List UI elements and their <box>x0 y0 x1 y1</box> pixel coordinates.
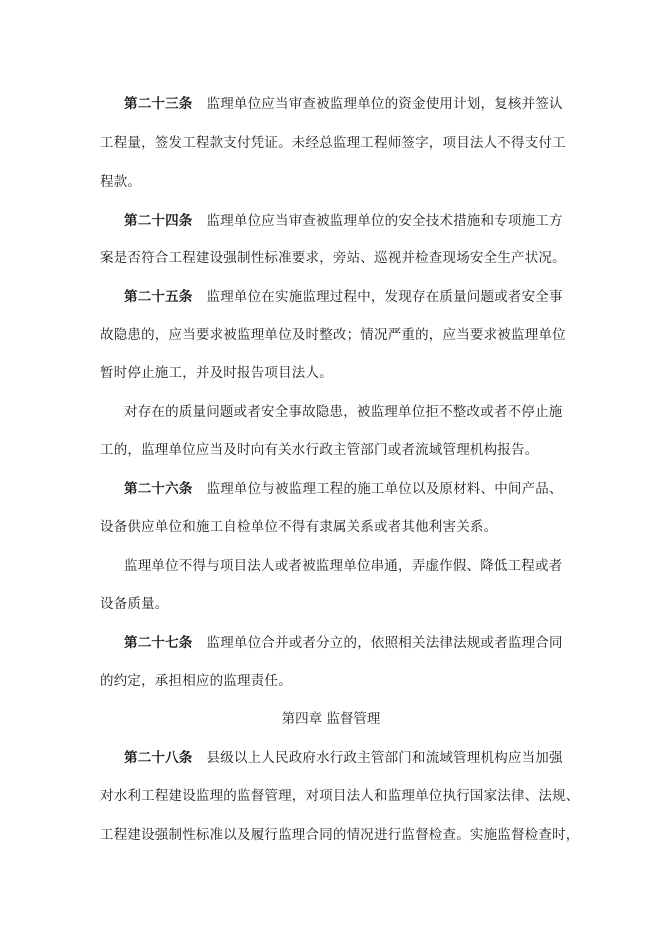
article-23-line-2: 工程量，签发工程款支付凭证。未经总监理工程师签字，项目法人不得支付工 <box>100 135 566 151</box>
article-number: 第二十四条 <box>124 213 193 229</box>
article-24-line-2: 案是否符合工程建设强制性标准要求，旁站、巡视并检查现场安全生产状况。 <box>100 250 566 266</box>
article-23-line-3: 程款。 <box>100 174 142 190</box>
article-23-line-1: 第二十三条 监理单位应当审查被监理单位的资金使用计划，复核并签认 <box>124 96 563 112</box>
article-number: 第二十六条 <box>124 481 193 497</box>
article-26-para2-line-2: 设备质量。 <box>100 596 169 612</box>
article-number: 第二十三条 <box>124 96 193 112</box>
article-25-line-3: 暂时停止施工，并及时报告项目法人。 <box>100 365 333 381</box>
article-27-line-1: 第二十七条 监理单位合并或者分立的，依照相关法律法规或者监理合同 <box>124 635 563 651</box>
article-26-line-1: 第二十六条 监理单位与被监理工程的施工单位以及原材料、中间产品、 <box>124 481 563 497</box>
article-28-line-1: 第二十八条 县级以上人民政府水行政主管部门和流域管理机构应当加强 <box>124 750 563 766</box>
article-25-para2-line-1: 对存在的质量问题或者安全事故隐患，被监理单位拒不整改或者不停止施 <box>124 404 563 420</box>
article-24-line-1: 第二十四条 监理单位应当审查被监理单位的安全技术措施和专项施工方 <box>124 213 563 229</box>
article-27-line-2: 的约定，承担相应的监理责任。 <box>100 673 292 689</box>
article-number: 第二十五条 <box>124 289 193 305</box>
article-number: 第二十七条 <box>124 635 193 651</box>
article-26-para2-line-1: 监理单位不得与项目法人或者被监理单位串通，弄虚作假、降低工程或者 <box>124 558 563 574</box>
chapter-heading: 第四章 监督管理 <box>281 711 381 727</box>
article-25-para2-line-2: 工的，监理单位应当及时向有关水行政主管部门或者流域管理机构报告。 <box>100 442 539 458</box>
article-26-line-2: 设备供应单位和施工自检单位不得有隶属关系或者其他利害关系。 <box>100 519 498 535</box>
article-25-line-2: 故隐患的，应当要求被监理单位及时整改；情况严重的，应当要求被监理单位 <box>100 327 566 343</box>
article-number: 第二十八条 <box>124 750 193 766</box>
article-25-line-1: 第二十五条 监理单位在实施监理过程中，发现存在质量问题或者安全事 <box>124 289 563 305</box>
article-28-line-3: 工程建设强制性标准以及履行监理合同的情况进行监督检查。实施监督检查时， <box>100 827 580 843</box>
article-28-line-2: 对水利工程建设监理的监督管理，对项目法人和监理单位执行国家法律、法规、 <box>100 788 580 804</box>
